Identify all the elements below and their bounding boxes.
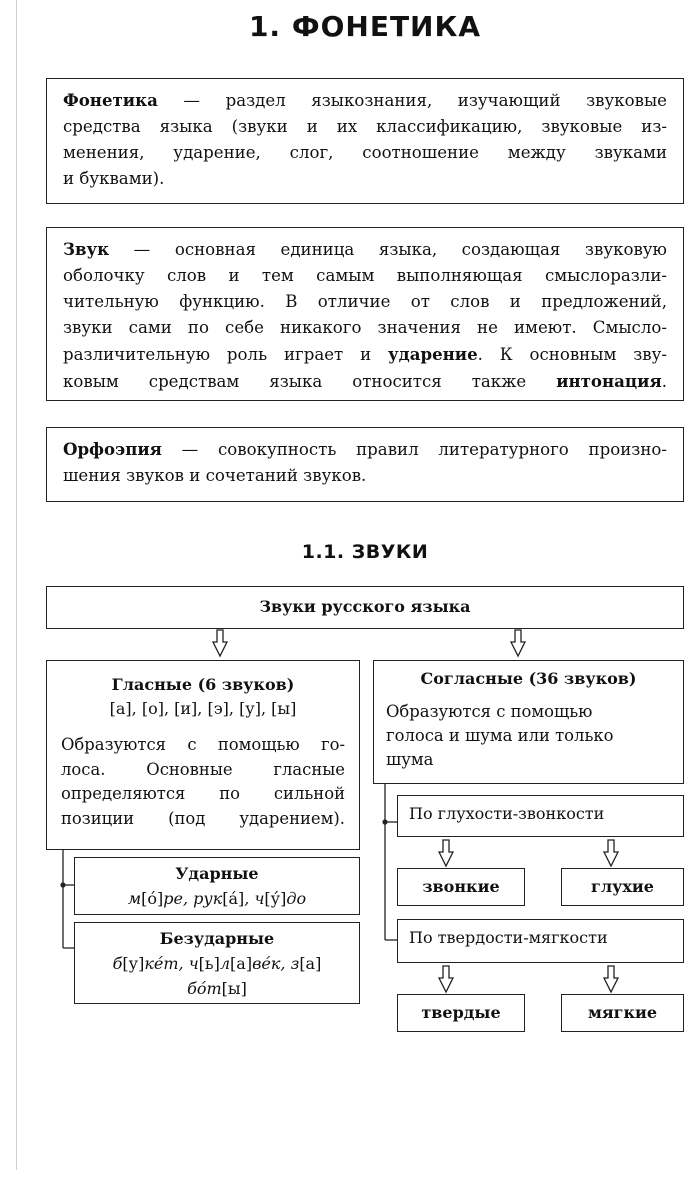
consonants-desc-line: голоса и шума или только	[386, 726, 614, 745]
consonants-desc-line: Образуются с помощью	[386, 702, 593, 721]
vowels-box	[46, 660, 360, 850]
definition-line: оболочку слов и тем самым выполняющая смыслоразли-	[63, 266, 667, 285]
arrow-icon	[604, 840, 618, 866]
definition-line: Орфоэпия — совокупность правил литературного произно-	[63, 439, 667, 459]
arrow-icon	[439, 840, 453, 866]
arrow-icon	[604, 966, 618, 992]
page-title: 1. ФОНЕТИКА	[248, 10, 482, 43]
vowels-title: Гласные (6 звуков)	[111, 675, 295, 694]
voiced-box: звонкие	[397, 868, 525, 906]
hardness-box: По твердости-мягкости	[397, 919, 684, 963]
definition-line: менения, ударение, слог, соотношение между звуками	[63, 143, 667, 162]
definition-line: чительную функцию. В отличие от слов и предложений,	[63, 292, 667, 311]
vowels-desc-line: позиции (под ударением).	[61, 808, 345, 828]
hard-box: твердые	[397, 994, 525, 1032]
vowels-desc-line: лоса. Основные гласные	[61, 759, 345, 779]
definition-line: Звук — основная единица языка, создающая звуковую	[63, 239, 667, 259]
stressed-examples: м[о́]ре, рук[а́], ч[у́]до	[127, 889, 307, 908]
definition-line: Фонетика — раздел языкознания, изучающий звуковые	[63, 90, 667, 110]
unstressed-title: Безударные	[159, 929, 275, 948]
stressed-title: Ударные	[175, 864, 259, 883]
section-title: 1.1. ЗВУКИ	[301, 541, 429, 563]
unstressed-examples: б[у]ке́т, ч[ь]л[а]ве́к, з[а]	[112, 954, 322, 973]
stressed-box	[74, 857, 360, 915]
voiceless-box: глухие	[561, 868, 684, 906]
definition-line: ковым средствам языка относится также интонация.	[63, 371, 667, 391]
vowels-desc-line: Образуются с помощью го-	[61, 735, 345, 754]
definition-line: различительную роль играет и ударение. К основным зву-	[63, 344, 667, 364]
arrow-icon	[439, 966, 453, 992]
consonants-desc-line: шума	[386, 750, 434, 769]
definition-line: шения звуков и сочетаний звуков.	[63, 466, 367, 485]
junction-dot	[60, 882, 65, 887]
voicing-box: По глухости-звонкости	[397, 795, 684, 837]
consonants-box	[373, 660, 684, 784]
definition-line: и буквами).	[63, 169, 165, 188]
vowels-desc-line: определяются по сильной	[61, 784, 345, 803]
consonants-title: Согласные (36 звуков)	[420, 669, 637, 688]
arrow-icon	[213, 630, 227, 656]
vowels-list: [а], [о], [и], [э], [у], [ы]	[109, 699, 297, 718]
definition-line: средства языка (звуки и их классификацию, звуковые из-	[63, 117, 667, 136]
term: Звук	[63, 239, 110, 259]
soft-box: мягкие	[561, 994, 684, 1032]
unstressed-box	[74, 922, 360, 1004]
definition-line: звуки сами по себе никакого значения не имеют. Смысло-	[63, 318, 667, 337]
unstressed-examples-2: бо́т[ы]	[187, 979, 247, 998]
term: Фонетика	[63, 90, 158, 110]
junction-dot	[382, 819, 387, 824]
term: Орфоэпия	[63, 439, 162, 459]
root-box: Звуки русского языка	[46, 586, 684, 629]
arrow-icon	[511, 630, 525, 656]
